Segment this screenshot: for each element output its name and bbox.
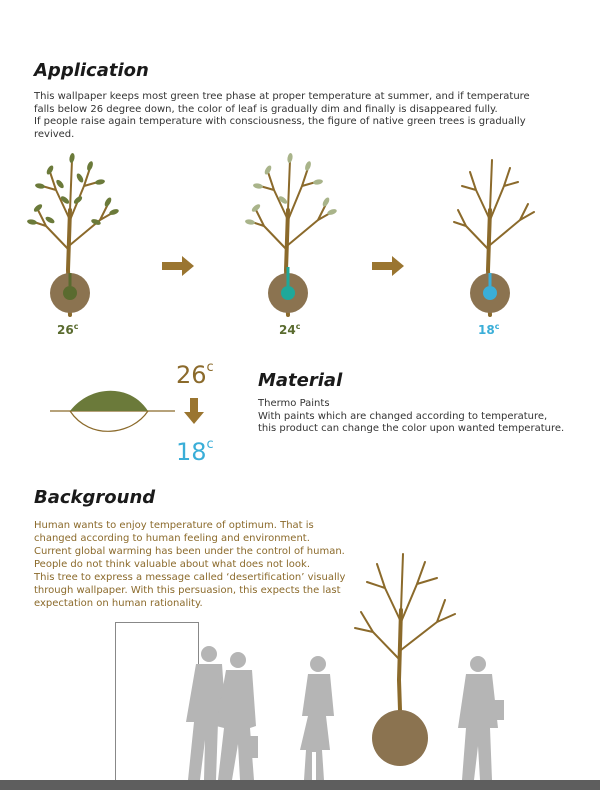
material-name: Thermo Paints [258, 398, 330, 409]
background-line-2: Current global warming has been under the control of human. People do not think valuable about what does not look. [34, 546, 345, 570]
application-heading: Application [34, 60, 149, 81]
stage-2-temperature: 24$^c$ [279, 322, 301, 337]
soil-ball-wall-illustration [372, 710, 442, 780]
material-description: With paints which are changed according to temperature, this product can change the color upon wanted temperature. [258, 410, 565, 435]
background-line-3: This tree to express a message called ‘desertification’ visually through wallpaper. With this persuasion, this expects the last expectation on human rationality. [34, 572, 346, 609]
floor-strip [0, 780, 600, 790]
application-paragraph-1: This wallpaper keeps most green tree phase at proper temperature at summer, and if temperature falls below 26 degree down, the color of leaf is gradually dim and finally is disappeared fully. [34, 91, 530, 115]
material-temp-high: 26$^c$ [176, 360, 214, 389]
material-temp-low: 18$^c$ [176, 437, 214, 466]
application-paragraph-2: If people raise again temperature with consciousness, the figure of native green trees is gradually revived. [34, 116, 526, 140]
background-line-1: Human wants to enjoy temperature of optimum. That is changed according to human feeling and environment. [34, 520, 314, 544]
stage-3-temperature: 18$^c$ [478, 322, 500, 337]
stage-1-temperature: 26$^c$ [57, 322, 79, 337]
background-heading: Background [34, 487, 156, 508]
material-heading: Material [258, 370, 343, 391]
